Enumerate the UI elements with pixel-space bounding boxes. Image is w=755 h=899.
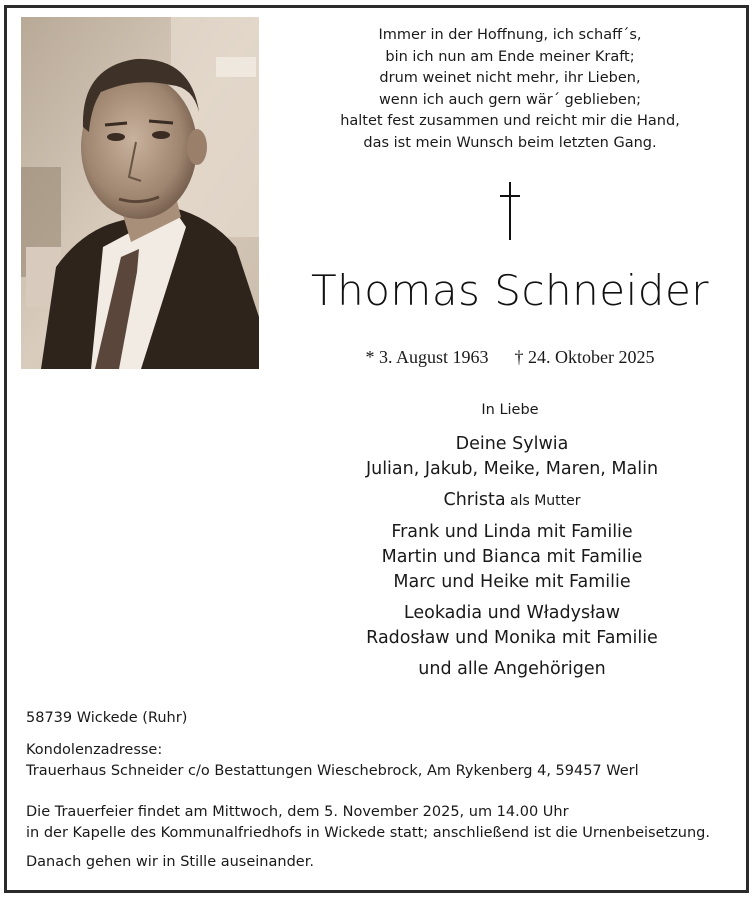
mourner-name: Christa: [443, 490, 506, 510]
mourner-line: Julian, Jakub, Meike, Maren, Malin: [365, 459, 659, 479]
mourner-line: Marc und Heike mit Familie: [393, 572, 631, 592]
mourner-line: Frank und Linda mit Familie: [391, 522, 633, 542]
ceremony-info: [26, 802, 726, 844]
condolence-address: Trauerhaus Schneider c/o Bestattungen Wieschebrock, Am Rykenberg 4, 59457 Werl: [26, 763, 639, 779]
poem-line: Immer in der Hoffnung, ich schaff´s,: [378, 27, 642, 43]
mourner-closing: und alle Angehörigen: [418, 659, 606, 679]
cross-icon: [490, 180, 530, 242]
mourner-group: [292, 601, 732, 651]
death-date: † 24. Oktober 2025: [514, 347, 655, 367]
mourner-line: Leokadia und Władysław: [403, 603, 621, 623]
poem-line: haltet fest zusammen und reicht mir die Hand,: [340, 113, 680, 129]
poem: [300, 25, 720, 154]
poem-line: das ist mein Wunsch beim letzten Gang.: [363, 134, 657, 151]
life-dates: [300, 347, 720, 368]
birth-date: * 3. August 1963: [365, 347, 489, 367]
mourners-list: [292, 432, 732, 682]
mourner-group: [292, 432, 732, 482]
closing-note: Danach gehen wir in Stille auseinander.: [26, 854, 314, 870]
condolence-label: Kondolenzadresse:: [26, 742, 163, 758]
mourner-line: Deine Sylwia: [455, 434, 569, 454]
mourner-group: [292, 488, 732, 514]
portrait-photo: [21, 17, 259, 369]
mourner-group: [292, 520, 732, 595]
deceased-name: Thomas Schneider: [310, 266, 710, 315]
location: 58739 Wickede (Ruhr): [26, 710, 188, 726]
in-love-intro: In Liebe: [481, 402, 539, 418]
mourner-line: Martin und Bianca mit Familie: [381, 547, 643, 567]
ceremony-line: in der Kapelle des Kommunalfriedhofs in Wickede statt; anschließend ist die Urnenbeisetzung.: [26, 825, 710, 841]
poem-line: bin ich nun am Ende meiner Kraft;: [385, 48, 635, 65]
poem-line: wenn ich auch gern wär´ geblieben;: [378, 91, 642, 108]
mourner-role: als Mutter: [505, 493, 581, 509]
poem-line: drum weinet nicht mehr, ihr Lieben,: [379, 70, 641, 86]
condolence-block: [26, 740, 726, 782]
mourner-line: [292, 488, 732, 514]
mourner-line: Radosław und Monika mit Familie: [366, 628, 658, 648]
ceremony-line: Die Trauerfeier findet am Mittwoch, dem 5. November 2025, um 14.00 Uhr: [26, 804, 569, 820]
